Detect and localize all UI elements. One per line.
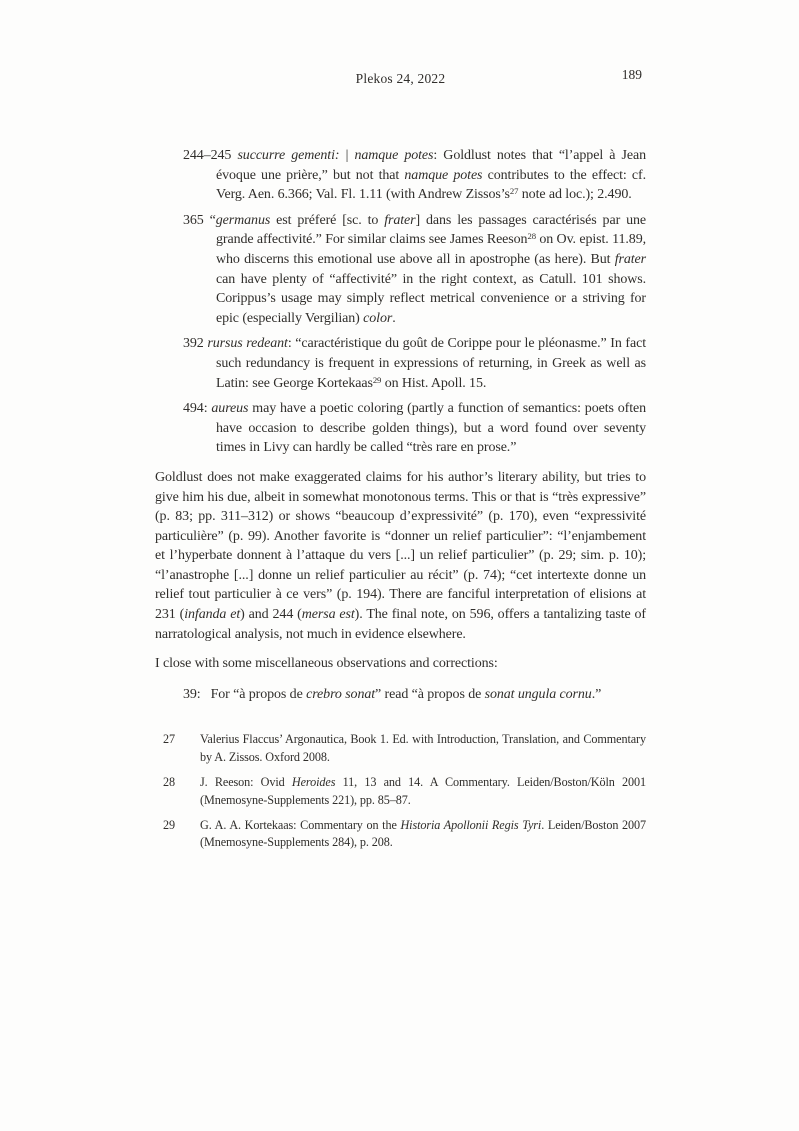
correction-text: For “à propos de crebro sonat” read “à propos de sonat ungula cornu.” [210,686,602,702]
line-commentary-notes [155,146,646,458]
page-number: 189 [621,67,642,82]
page-header [155,67,646,87]
footnote-text: J. Reeson: Ovid Heroides 11, 13 and 14. A Commentary. Leiden/Boston/Köln 2001 (Mnemosyne-Supplements 221), pp. 85–87. [200,775,646,807]
footnotes-section [155,731,646,851]
note-365: 365 “germanus est préferé [sc. to frater] dans les passages caractérisés par une grande affectivité.” For similar claims see James Reeson$^{28}$ on Ov. epist. 11.89, who discerns this emotional use above all in apostrophe (as here). But frater can have plenty of “affectivité” in the right context, as Catull. 101 shows. Corippus’s usage may simply reflect metrical convenience or a striving for epic (especially Vergilian) color. [183,212,647,326]
paragraph-closing-intro: I close with some miscellaneous observations and corrections: [155,656,498,672]
footnote-number: 28 [163,775,175,790]
footnote-27 [155,731,646,766]
page-body [155,146,646,860]
footnote-number: 27 [163,732,175,747]
paragraph-goldlust-claims: Goldlust does not make exaggerated claims for his author’s literary ability, but tries to give him his due, albeit in somewhat monotonous terms. This or that is “très expressive” (p. 83; pp. 311–312) or shows “beaucoup d’expressivité” (p. 170), even “expressivité particulière” (p. 99). Another favorite is “donner un relief particulier”: “l’enjambement et l’hyperbate donnent à l’attaque du vers [...] un relief particulier” (p. 29; sim. p. 10); “l’anastrophe [...] donne un relief particulier au récit” (p. 74); “cet intertexte donne un relief tout particulier à ce vers” (p. 194). There are fanciful interpretation of elisions at 231 (infanda et) and 244 (mersa est). The final note, on 596, offers a tantalizing taste of narratological analysis, not much in evidence elsewhere. [155,469,646,642]
footnote-text: G. A. A. Kortekaas: Commentary on the Historia Apollonii Regis Tyri. Leiden/Boston 2007 (Mnemosyne-Supplements 284), p. 208. [200,818,646,850]
footnote-28 [155,774,646,809]
footnote-text: Valerius Flaccus’ Argonautica, Book 1. Ed. with Introduction, Translation, and Commentary by A. Zissos. Oxford 2008. [200,732,646,764]
footnote-number: 29 [163,818,175,833]
journal-running-title: Plekos 24, 2022 [355,71,446,86]
correction-item-39 [155,685,646,705]
correction-line-number: 39: [183,686,201,702]
note-494: 494: aureus may have a poetic coloring (partly a function of semantics: poets often have occasion to describe golden things), but a word found over seventy times in Livy can hardly be called “très rare en prose.” [183,401,647,456]
note-244-245: 244–245 succurre gementi: | namque potes: Goldlust notes that “l’appel à Jean évoque une prière,” but not that namque potes contributes to the effect: cf. Verg. Aen. 6.366; Val. Fl. 1.11 (with Andrew $Zissos’s^{27}$ note ad loc.); 2.490. [183,148,646,203]
footnote-29 [155,817,646,852]
note-392: 392 rursus redeant: “caractéristique du goût de Corippe pour le pléonasme.” In fact such redundancy is frequent in expressions of returning, in Greek as well as Latin: see George Kortekaas$^{29}$ on Hist. Apoll. 15. [183,336,647,391]
